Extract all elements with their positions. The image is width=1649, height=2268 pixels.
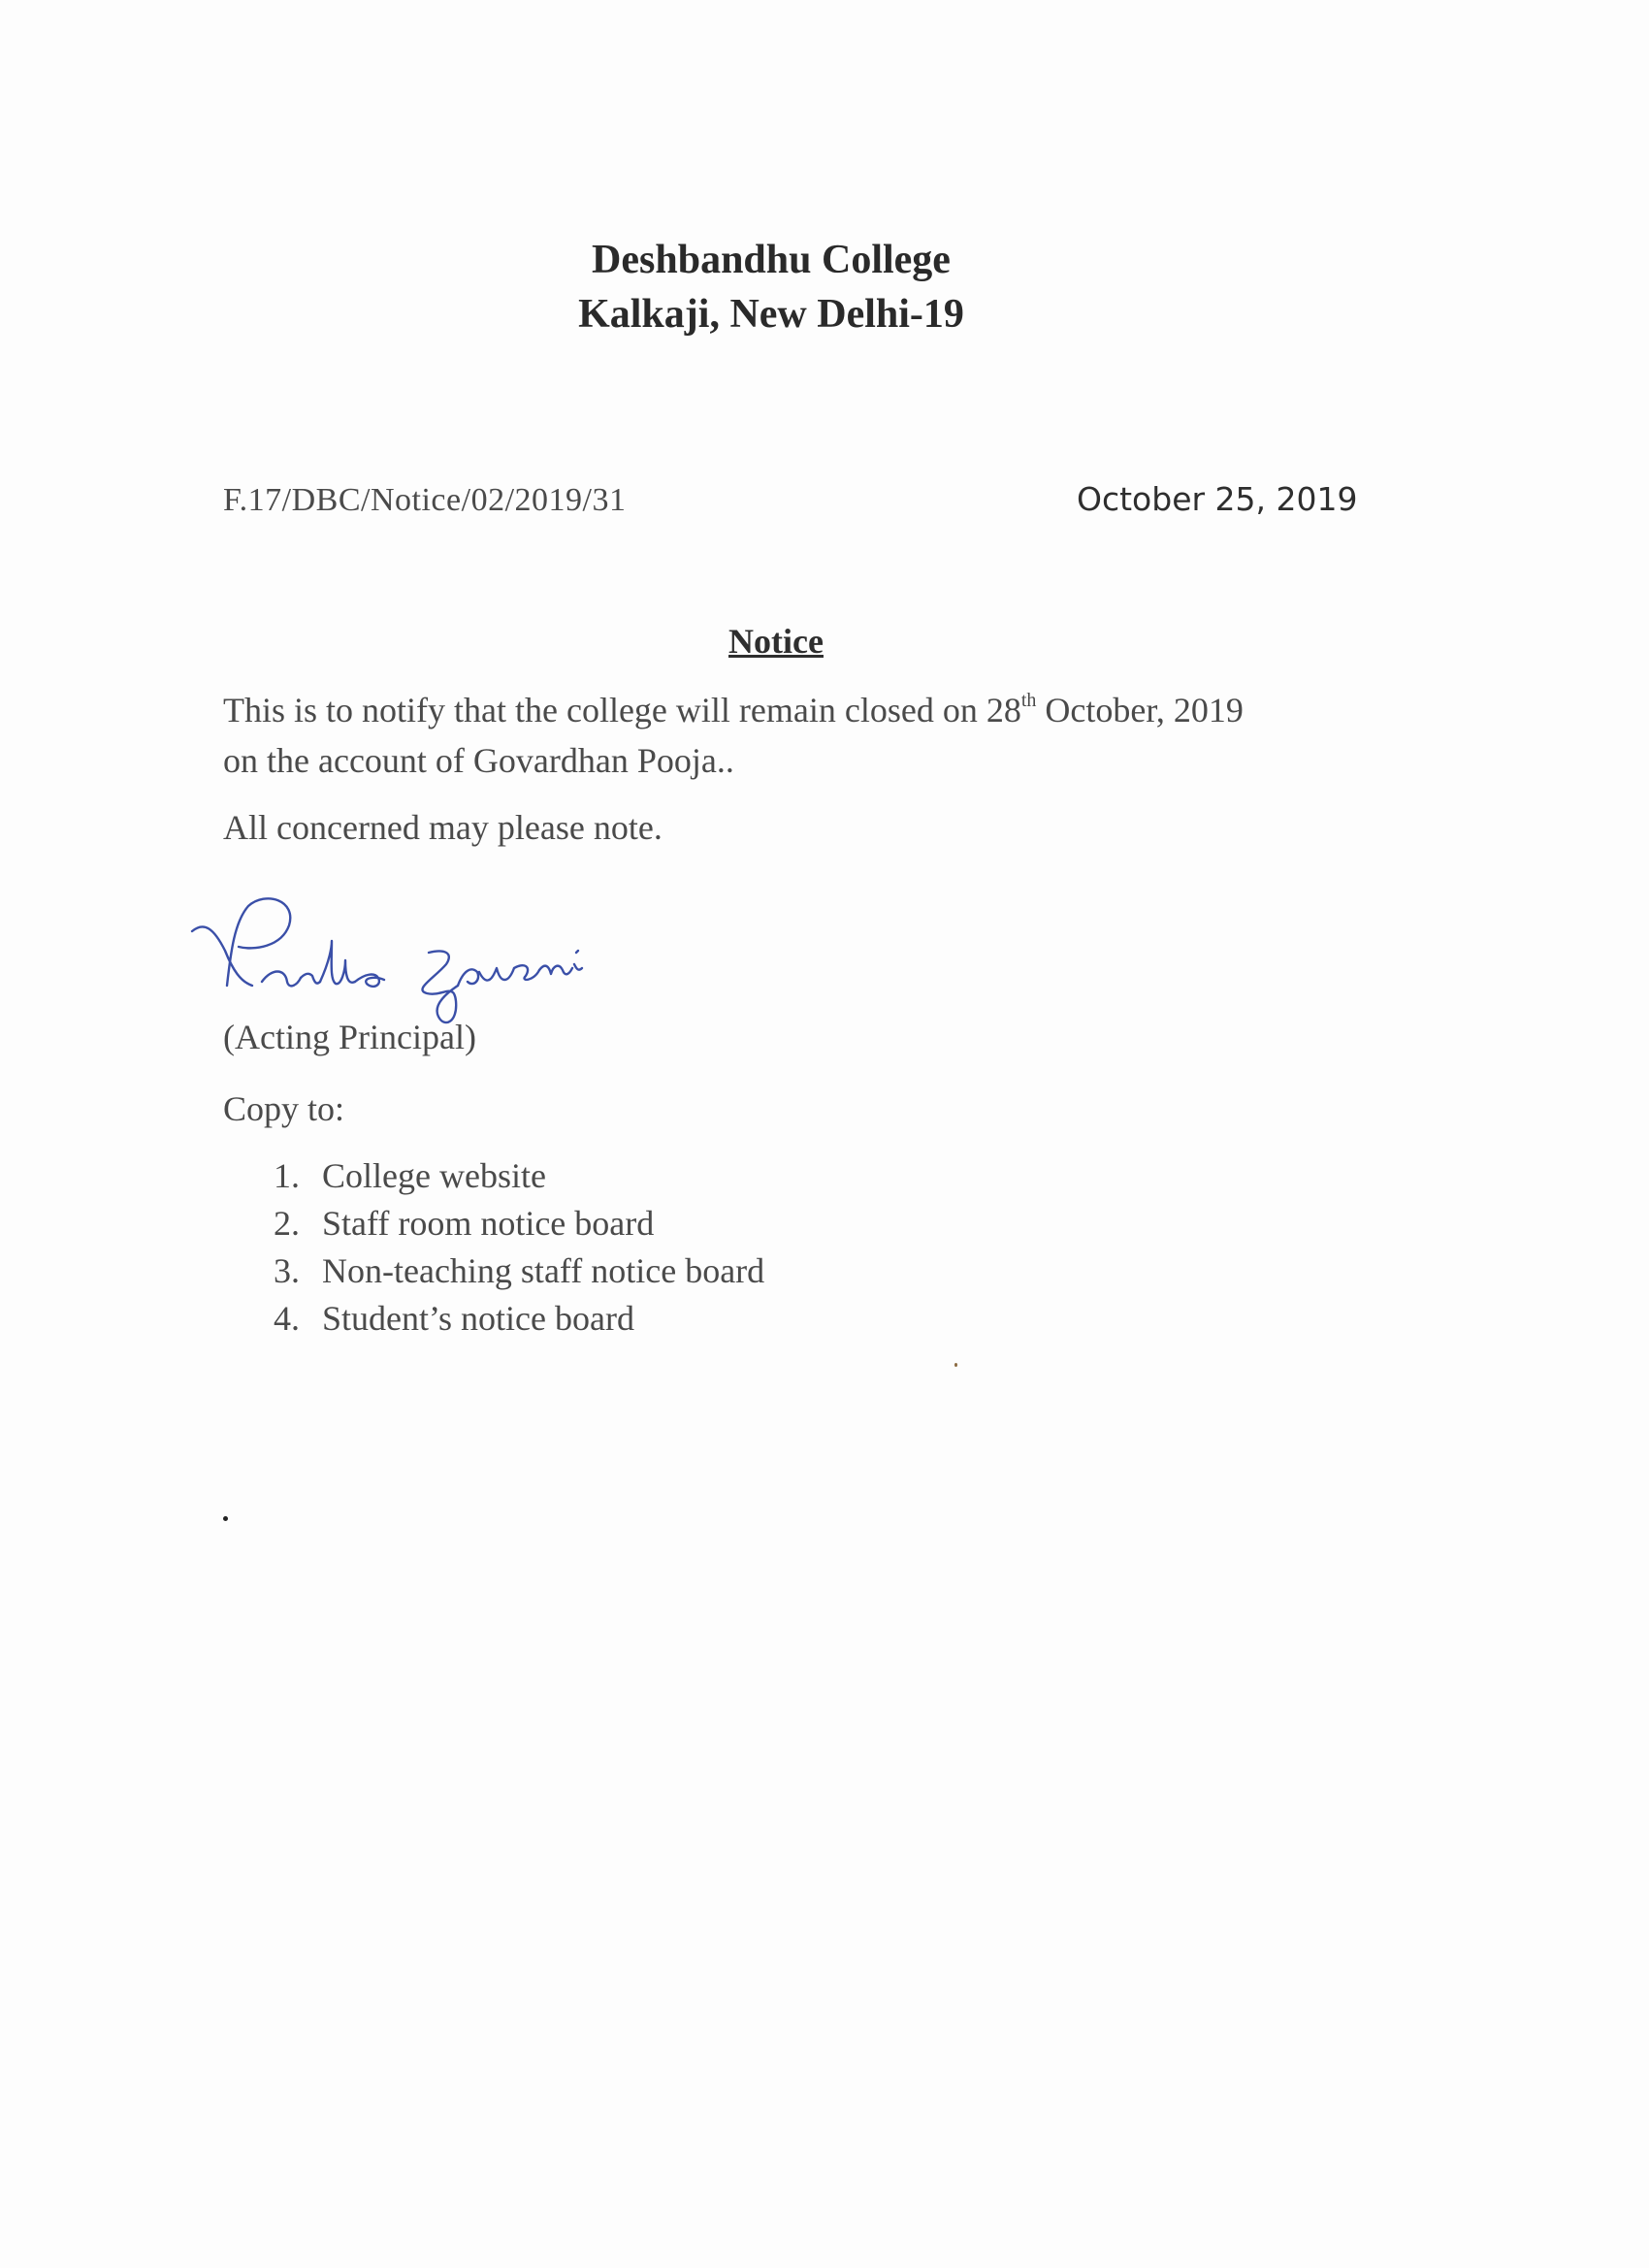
scan-speck: [223, 1516, 228, 1521]
list-item-text: Student’s notice board: [322, 1299, 634, 1338]
body-text-part: This is to notify that the college will remain closed on 28: [223, 691, 1021, 729]
ordinal-suffix: th: [1020, 690, 1037, 711]
list-item-number: 2.: [274, 1204, 300, 1243]
list-item-number: 1.: [274, 1156, 300, 1195]
list-item: [274, 1295, 764, 1343]
copy-to-label: Copy to:: [223, 1089, 345, 1128]
copy-to-list: [274, 1152, 764, 1343]
list-item-text: College website: [322, 1156, 546, 1195]
college-name: Deshbandhu College: [592, 238, 951, 282]
list-item-text: Non-teaching staff notice board: [322, 1251, 765, 1290]
list-item: [274, 1152, 764, 1200]
scan-speck: [954, 1363, 957, 1367]
list-item-number: 4.: [274, 1299, 300, 1338]
letterhead: [0, 233, 1542, 341]
notice-body: [223, 685, 1368, 786]
college-address: Kalkaji, New Delhi-19: [578, 292, 964, 337]
concerned-note: All concerned may please note.: [223, 808, 663, 847]
notice-body-line-2: on the account of Govardhan Pooja..: [223, 741, 734, 780]
list-item-text: Staff room notice board: [322, 1204, 655, 1243]
list-item: [274, 1247, 764, 1295]
notice-date: October 25, 2019: [1077, 480, 1358, 518]
signatory-designation: (Acting Principal): [223, 1018, 476, 1056]
list-item: [274, 1200, 764, 1247]
reference-number: F.17/DBC/Notice/02/2019/31: [223, 482, 627, 518]
notice-title: Notice: [728, 622, 824, 661]
list-item-number: 3.: [274, 1251, 300, 1290]
notice-body-line-1: [223, 685, 1368, 735]
handwritten-signature: [184, 892, 689, 1028]
body-text-part: October, 2019: [1036, 691, 1244, 729]
